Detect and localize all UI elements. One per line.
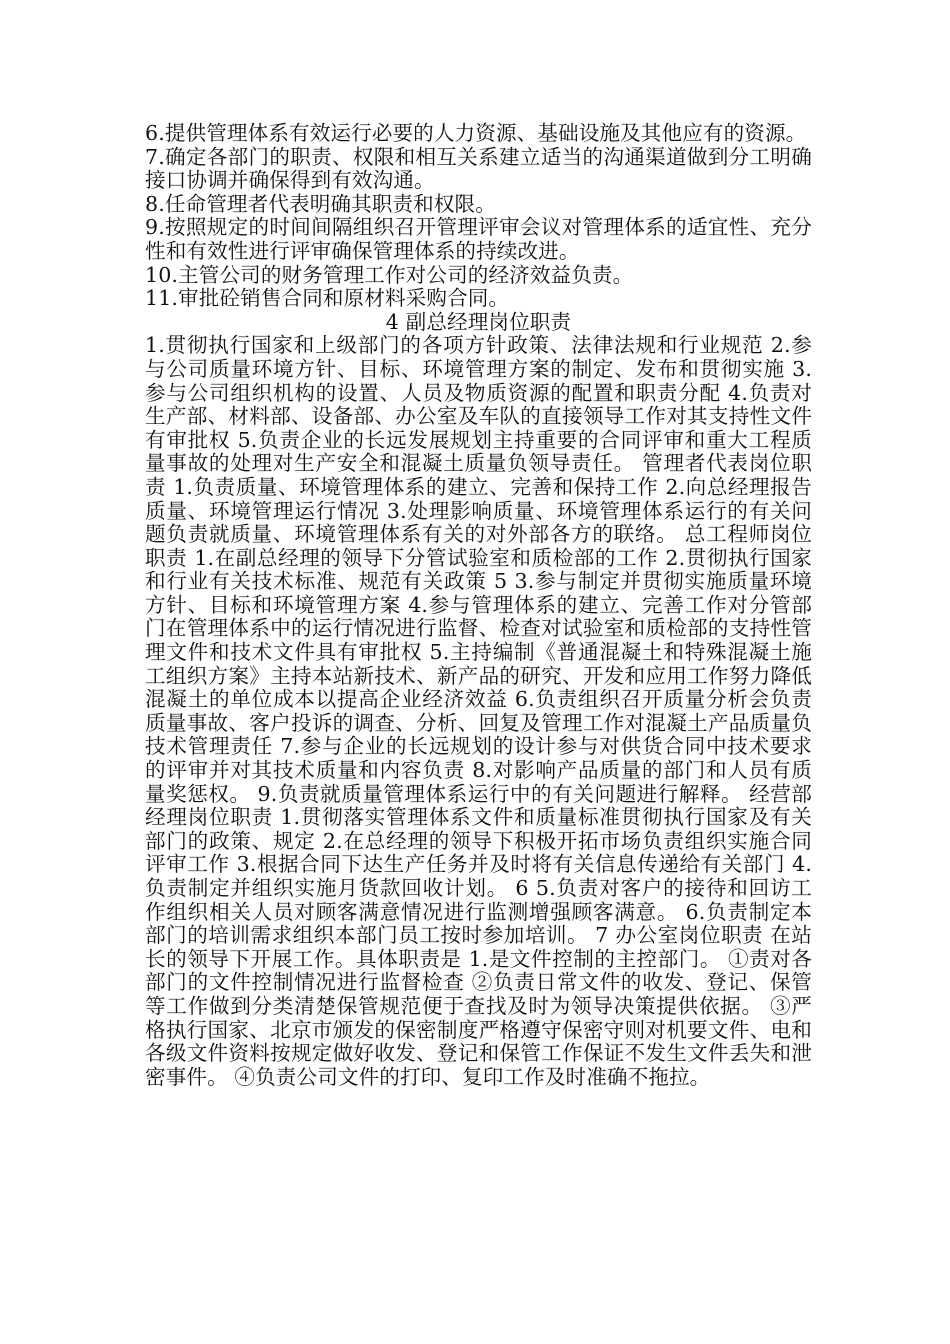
body-paragraph: 1.贯彻执行国家和上级部门的各项方针政策、法律法规和行业规范 2.参与公司质量环境方针、目标、环境管理方案的制定、发布和贯彻实施 3.参与公司组织机构的设置、人员及物质资源的配置和职责分配 4.负责对生产部、材料部、设备部、办公室及车队的直接领导工作对其支持性文件有审批权 5.负责企业的长远发展规划主持重要的合同评审和重大工程质量事故的处理对生产安全和混凝土质量负领导责任。 管理者代表岗位职责 1.负责质量、环境管理体系的建立、完善和保持工作 2.向总经理报告质量、环境管理运行情况 3.处理影响质量、环境管理体系运行的有关问题负责就质量、环境管理体系有关的对外部各方的联络。 总工程师岗位职责 1.在副总经理的领导下分管试验室和质检部的工作 2.贯彻执行国家和行业有关技术标准、规范有关政策 5 3.参与制定并贯彻实施质量环境方针、目标和环境管理方案 4.参与管理体系的建立、完善工作对分管部门在管理体系中的运行情况进行监督、检查对试验室和质检部的支持性管理文件和技术文件具有审批权 5.主持编制《普通混凝土和特殊混凝土施工组织方案》主持本站新技术、新产品的研究、开发和应用工作努力降低混凝土的单位成本以提高企业经济效益 6.负责组织召开质量分析会负责质量事故、客户投诉的调查、分析、回复及管理工作对混凝土产品质量负技术管理责任 7.参与企业的长远规划的设计参与对供货合同中技术要求的评审并对其技术质量和内容负责 8.对影响产品质量的部门和人员有质量奖惩权。 9.负责就质量管理体系运行中的有关问题进行解释。 经营部经理岗位职责 1.贯彻落实管理体系文件和质量标准贯彻执行国家及有关部门的政策、规定 2.在总经理的领导下积极开拓市场负责组织实施合同评审工作 3.根据合同下达生产任务并及时将有关信息传递给有关部门 4.负责制定并组织实施月货款回收计划。 6 5.负责对客户的接待和回访工作组织相关人员对顾客满意情况进行监测增强顾客满意。 6.负责制定本部门的培训需求组织本部门员工按时参加培训。 7 办公室岗位职责 在站长的领导下开展工作。具体职责是 1.是文件控制的主控部门。 ①责对各部门的文件控制情况进行监督检查 ②负责日常文件的收发、登记、保管等工作做到分类清楚保管规范便于查找及时为领导决策提供依据。 ③严格执行国家、北京市颁发的保密制度严格遵守保密守则对机要文件、电和各级文件资料按规定做好收发、登记和保管工作保证不发生文件丢失和泄密事件。 ④负责公司文件的打印、复印工作及时准确不拖拉。: [145, 333, 812, 1089]
list-item-6: 6.提供管理体系有效运行必要的人力资源、基础设施及其他应有的资源。: [145, 121, 807, 145]
list-item-11: 11.审批砼销售合同和原材料采购合同。: [145, 286, 510, 311]
list-item-9: 9.按照规定的时间间隔组织召开管理评审会议对管理体系的适宜性、充分性和有效性进行评审确保管理体系的持续改进。: [145, 215, 812, 263]
list-item-7: 7.确定各部门的职责、权限和相互关系建立适当的沟通渠道做到分工明确接口协调并确保得到有效沟通。: [145, 144, 812, 193]
document-page: [145, 122, 812, 1089]
list-item-10: 10.主管公司的财务管理工作对公司的经济效益负责。: [145, 262, 634, 287]
list-item-8: 8.任命管理者代表明确其职责和权限。: [145, 191, 496, 216]
section-heading: 4 副总经理岗位职责: [385, 309, 572, 334]
